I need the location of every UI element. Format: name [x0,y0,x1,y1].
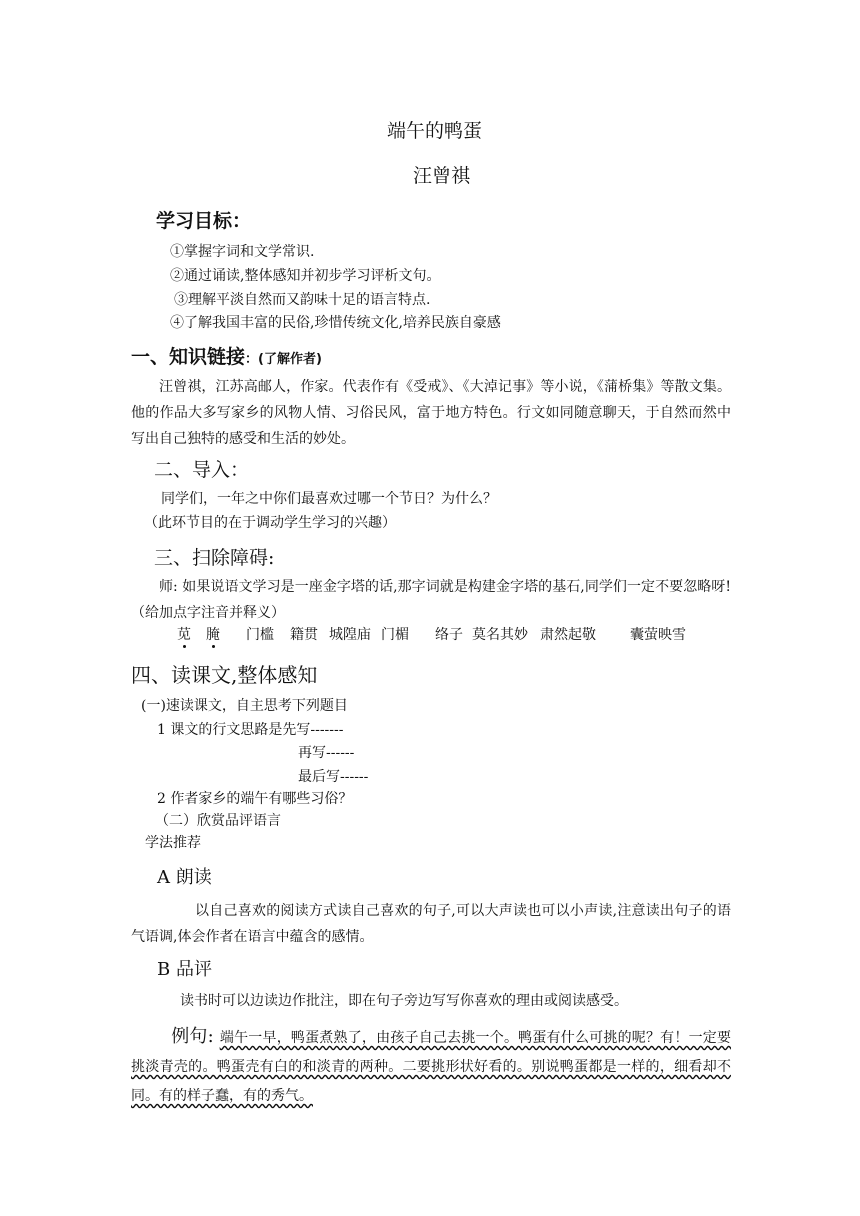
evaluate-text: 读书时可以边读边作批注，即在句子旁边写写你喜欢的理由或阅读感受。 [180,993,628,1009]
example-text: 端午一早，鸭蛋煮熟了，由孩子自己去挑一个。鸭蛋有什么可挑的呢？有！一定要挑淡青壳的。鸭蛋壳有白的和淡青的两种。二要挑形状好看的。别说鸭蛋都是一样的，细看却不同。有的样子蠢，有的秀气。 [131,1030,731,1104]
vocab-word: 籍贯 [290,627,318,643]
document-title: 端午的鸭蛋 [387,120,483,142]
intro-question: 同学们，一年之中你们最喜欢过哪一个节日？为什么？ [161,491,497,507]
vocab-word: 门楣 [381,627,409,643]
vocab-word: 腌 [206,627,220,643]
question-2: 2 作者家乡的端午有哪些习俗？ [157,791,353,807]
intro-note: （此环节目的在于调动学生学习的兴趣） [144,515,396,531]
vocab-intro-paragraph: 师: 如果说语文学习是一座金字塔的话,那字词就是构建金字塔的基石,同学们一定不要忽略呀!（给加点字注音并释义） [131,579,731,621]
subsection-1: (一)速读课文，自主思考下列题目 [141,698,348,714]
vocab-word: 莫名其妙 [472,627,528,643]
goal-item: ①掌握字词和文学常识. [170,244,315,260]
vocab-word: 苋 [177,627,191,643]
question-1c: 最后写------ [298,769,369,785]
method-label: 学法推荐 [145,835,201,851]
vocab-row [0,624,860,648]
goal-item: ④了解我国丰富的民俗,珍惜传统文化,培养民族自豪感 [170,315,501,331]
goal-item: ③理解平淡自然而又韵味十足的语言特点. [174,292,431,308]
section4-heading: 四、读课文,整体感知 [131,663,318,687]
goals-heading: 学习目标： [156,210,252,232]
vocab-word: 门槛 [246,627,274,643]
section1-note: ：(了解作者) [245,352,322,367]
document-author: 汪曾祺 [413,165,471,187]
section3-heading: 三、扫除障碍: [154,547,275,569]
vocab-word: 肃然起敬 [540,627,596,643]
reading-text: 以自己喜欢的阅读方式读自己喜欢的句子,可以大声读也可以小声读,注意读出句子的语气语调,体会作者在语言中蕴含的感情。 [131,903,731,945]
subsection-2: （二）欣赏品评语言 [155,813,281,829]
example-paragraph [131,1022,731,1111]
vocab-word: 囊萤映雪 [630,627,686,643]
vocab-word: 络子 [435,627,463,643]
reading-heading: A 朗读 [157,867,212,888]
goal-item: ②通过诵读,整体感知并初步学习评析文句。 [170,268,441,284]
author-paragraph: 汪曾祺，江苏高邮人，作家。代表作有《受戒》、《大淖记事》等小说，《蒲桥集》等散文集。他的作品大多写家乡的风物人情、习俗民风，富于地方特色。行文如同随意聊天，于自然而然中写出自己独特的感受和生活的妙处。 [131,379,731,447]
section1-heading-row [131,342,322,369]
evaluate-heading: B 品评 [157,959,212,980]
question-1b: 再写------ [298,745,355,761]
vocab-word: 城隍庙 [329,627,371,643]
section1-heading: 一、知识链接 [131,346,246,368]
section2-heading: 二、导入： [154,459,250,481]
question-1a: 1 课文的行文思路是先写------- [157,722,344,738]
example-label: 例句: [171,1026,214,1047]
